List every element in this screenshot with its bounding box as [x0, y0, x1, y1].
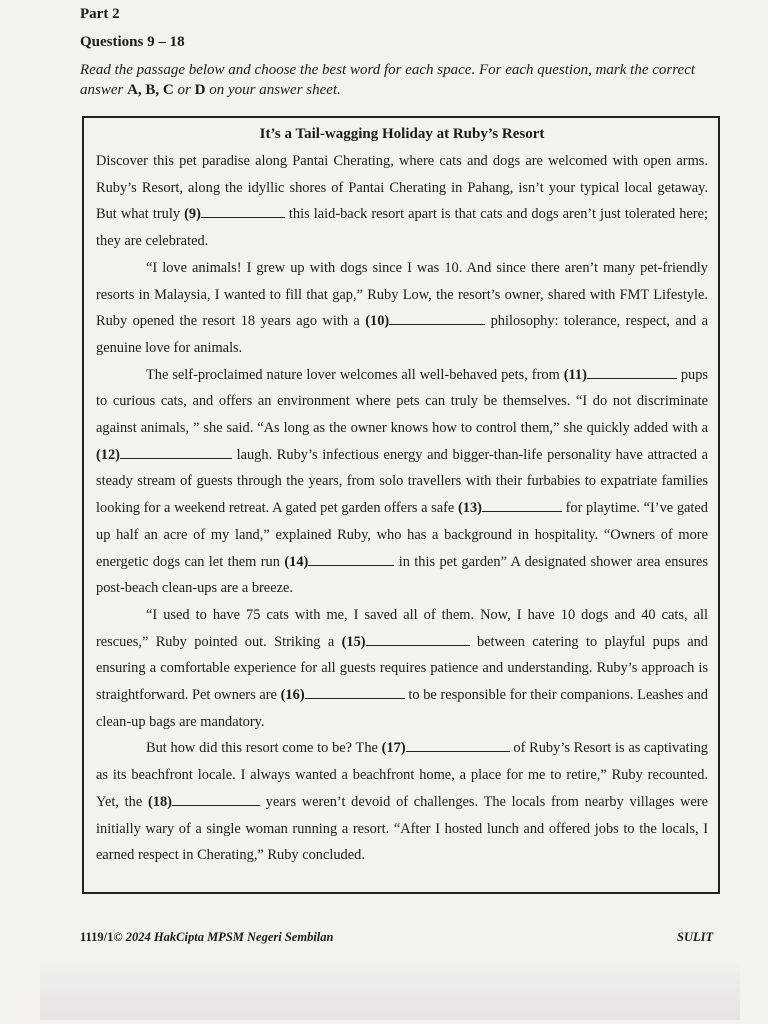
paragraph-4 [96, 602, 708, 736]
p4-text-b: between catering to playful pups and ensuring a comfortable experience for all guests requires patience and understanding. Ruby’s approach is straightforward. Pet owners are [96, 633, 708, 704]
instruction-option-d: D [194, 82, 206, 98]
p3-text-e: in this pet garden” A designated shower area ensures post-beach clean-ups are a breeze. [96, 553, 708, 597]
p2-text-b: philosophy: tolerance, respect, and a genuine love for animals. [96, 313, 708, 356]
question-16-blank[interactable] [305, 684, 405, 699]
paper-code: 1119/1 [80, 930, 114, 944]
question-11-blank[interactable] [587, 364, 677, 379]
copyright-text: © 2024 HakCipta MPSM Negeri Sembilan [113, 930, 334, 944]
question-18-number: (18) [147, 793, 172, 810]
p3-text-d: for playtime. “I’ve gated up half an acre of my land,” explained Ruby, who has a background in hospitality. “Owners of more energetic dogs can let them run [96, 500, 708, 570]
question-17-blank[interactable] [406, 737, 510, 752]
paragraph-1 [96, 148, 708, 255]
part-heading: Part 2 [80, 6, 120, 22]
question-18-blank[interactable] [172, 791, 260, 806]
question-15-number: (15) [341, 633, 366, 650]
question-10-number: (10) [365, 313, 390, 330]
p5-text-a: But how did this resort come to be? The [146, 740, 382, 757]
p3-text-b: pups to curious cats, and offers an environment where pets can truly be themselves. “I do not discriminate against animals, ” she said. “As long as the owner knows how to control them,” she quickly added with a [96, 366, 708, 437]
p1-text-b: this laid-back resort apart is that cats and dogs aren’t just tolerated here; they are celebrated. [96, 206, 708, 250]
footer-classification: SULIT [677, 930, 714, 944]
p5-text-c: years weren’t devoid of challenges. The locals from nearby villages were initially wary of a single woman running a resort. “After I hosted lunch and offered jobs to the locals, I earned respect in Cherating,” Ruby concluded. [96, 793, 708, 864]
instruction-lead: Read the passage below and choose the best word for each space. For each question, mark the correct answer [80, 62, 696, 98]
question-14-blank[interactable] [308, 551, 394, 566]
question-17-number: (17) [381, 740, 406, 757]
question-11-number: (11) [563, 366, 587, 383]
question-9-blank[interactable] [201, 203, 285, 218]
footer-copyright [80, 930, 333, 945]
instruction-or: or [177, 82, 191, 98]
paragraph-2 [96, 255, 708, 362]
question-15-blank[interactable] [366, 631, 470, 646]
question-9-number: (9) [184, 206, 201, 223]
paragraph-5 [96, 735, 708, 869]
question-13-blank[interactable] [482, 497, 562, 512]
instruction-options: A, B, C [127, 82, 174, 98]
p5-text-b: of Ruby’s Resort is as captivating as its beachfront locale. I always wanted a beachfront home, a place for me to retire,” Ruby recounted. Yet, the [96, 740, 708, 810]
p3-text-c: laugh. Ruby’s infectious energy and bigger-than-life personality have attracted a steady stream of guests through the years, from solo travellers with their furbabies to expatriate families looking for a weekend retreat. A gated pet garden offers a safe [96, 446, 708, 517]
paragraph-3 [96, 362, 708, 602]
instruction-tail: on your answer sheet. [209, 82, 341, 98]
question-13-number: (13) [457, 500, 482, 517]
question-10-blank[interactable] [389, 310, 485, 325]
question-14-number: (14) [284, 553, 309, 570]
question-12-blank[interactable] [120, 444, 232, 459]
question-12-number: (12) [96, 446, 120, 463]
instructions [80, 60, 700, 100]
question-16-number: (16) [280, 687, 305, 704]
p4-text-c: to be responsible for their companions. Leashes and clean-up bags are mandatory. [96, 687, 708, 730]
p3-text-a: The self-proclaimed nature lover welcomes all well-behaved pets, from [146, 366, 564, 383]
passage-box [82, 116, 720, 894]
page-bleed-shadow [40, 960, 740, 1020]
p1-text-a: Discover this pet paradise along Pantai Cherating, where cats and dogs are welcomed with open arms. Ruby’s Resort, along the idyllic shores of Pantai Cherating in Pahang, isn’t your typical local getaway. But what truly [96, 153, 708, 223]
questions-range: Questions 9 – 18 [80, 34, 185, 50]
passage-title: It’s a Tail-wagging Holiday at Ruby’s Resort [259, 126, 545, 142]
p4-text-a: “I used to have 75 cats with me, I saved all of them. Now, I have 10 dogs and 40 cats, all rescues,” Ruby pointed out. Striking a [96, 606, 708, 650]
p2-text-a: “I love animals! I grew up with dogs since I was 10. And since there aren’t many pet-friendly resorts in Malaysia, I wanted to fill that gap,” Ruby Low, the resort’s owner, shared with FMT Lifestyle. Ruby opened the resort 18 years ago with a [96, 259, 708, 330]
